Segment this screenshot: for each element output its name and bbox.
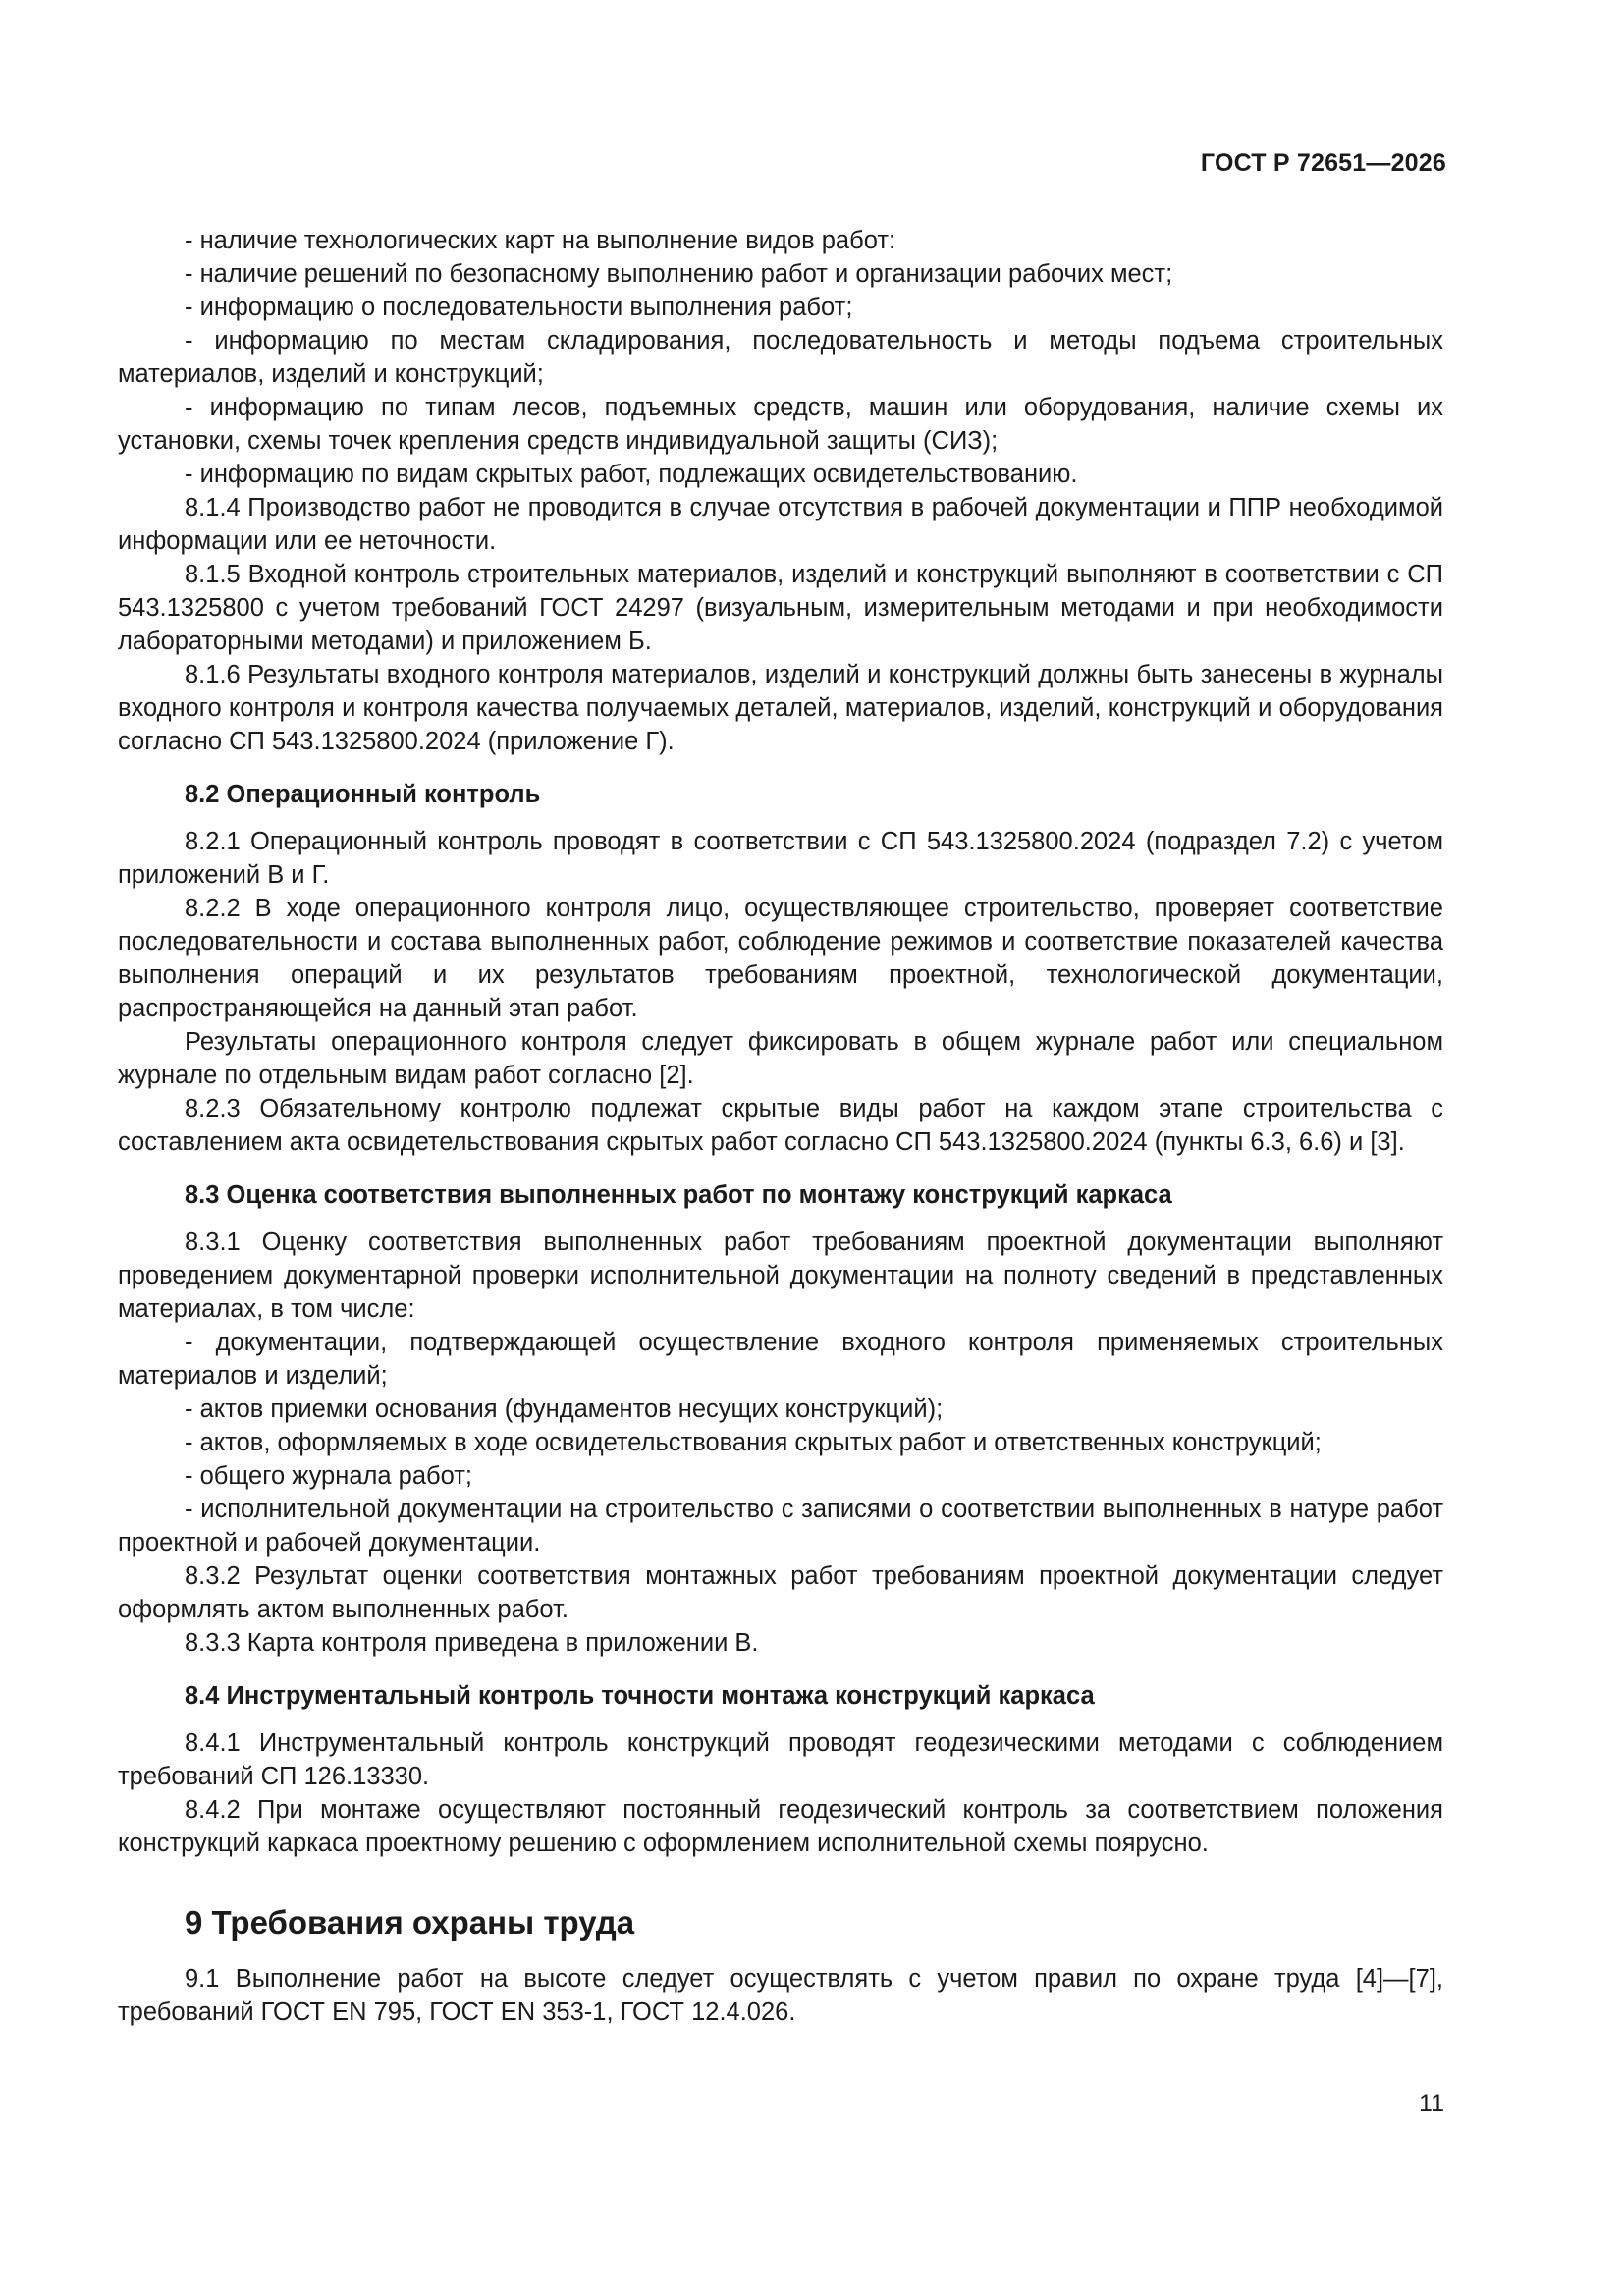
- paragraph-8-1-5: 8.1.5 Входной контроль строительных материалов, изделий и конструкций выполняют в соответствии с СП 543.1325800 с учетом требований ГОСТ 24297 (визуальным, измерительным методами и при необходимости лабораторными методами) и приложением Б.: [118, 561, 1443, 655]
- list-item: - актов приемки основания (фундаментов несущих конструкций);: [185, 1395, 944, 1423]
- paragraph-8-2-1: 8.2.1 Операционный контроль проводят в соответствии с СП 543.1325800.2024 (подраздел 7.2) с учетом приложений В и Г.: [118, 828, 1443, 889]
- list-item: - общего журнала работ;: [185, 1462, 473, 1490]
- paragraph-9-1: 9.1 Выполнение работ на высоте следует осуществлять с учетом правил по охране труда [4]—[7], требований ГОСТ EN 795, ГОСТ EN 353-1, ГОСТ 12.4.026.: [118, 1965, 1443, 2026]
- paragraph-8-1-4: 8.1.4 Производство работ не проводится в случае отсутствия в рабочей документации и ППР необходимой информации или ее неточности.: [118, 494, 1443, 555]
- document-header-id: ГОСТ Р 72651—2026: [1200, 149, 1446, 177]
- section-heading-8-4: 8.4 Инструментальный контроль точности монтажа конструкций каркаса: [185, 1682, 1095, 1710]
- chapter-heading-9: 9 Требования охраны труда: [185, 1904, 635, 1941]
- list-item: - информацию о последовательности выполнения работ;: [185, 294, 853, 321]
- paragraph-8-4-1: 8.4.1 Инструментальный контроль конструкций проводят геодезическими методами с соблюдением требований СП 126.13330.: [118, 1729, 1443, 1790]
- paragraph-8-1-6: 8.1.6 Результаты входного контроля материалов, изделий и конструкций должны быть занесены в журналы входного контроля и контроля качества получаемых деталей, материалов, изделий, конструкций и оборудования согласно СП 543.1325800.2024 (приложение Г).: [118, 661, 1443, 755]
- list-item: - информацию по типам лесов, подъемных средств, машин или оборудования, наличие схемы их установки, схемы точек крепления средств индивидуальной защиты (СИЗ);: [118, 394, 1443, 455]
- paragraph-8-3-3: 8.3.3 Карта контроля приведена в приложении В.: [185, 1629, 759, 1657]
- section-heading-8-3: 8.3 Оценка соответствия выполненных работ по монтажу конструкций каркаса: [185, 1181, 1172, 1209]
- list-item: - документации, подтверждающей осуществление входного контроля применяемых строительных материалов и изделий;: [118, 1329, 1443, 1390]
- list-item: - исполнительной документации на строительство с записями о соответствии выполненных в натуре работ проектной и рабочей документации.: [118, 1496, 1443, 1557]
- paragraph-8-3-2: 8.3.2 Результат оценки соответствия монтажных работ требованиям проектной документации следует оформлять актом выполненных работ.: [118, 1562, 1443, 1623]
- paragraph-8-2-3: 8.2.3 Обязательному контролю подлежат скрытые виды работ на каждом этапе строительства с составлением акта освидетельствования скрытых работ согласно СП 543.1325800.2024 (пункты 6.3, 6.6) и [3].: [118, 1095, 1443, 1156]
- list-item: - наличие технологических карт на выполнение видов работ:: [185, 227, 896, 254]
- document-body: [118, 224, 1443, 2029]
- list-item: - наличие решений по безопасному выполнению работ и организации рабочих мест;: [185, 260, 1173, 288]
- list-item: - информацию по видам скрытых работ, подлежащих освидетельствованию.: [185, 461, 1078, 488]
- list-item: - актов, оформляемых в ходе освидетельствования скрытых работ и ответственных конструкций;: [185, 1429, 1322, 1456]
- list-item: - информацию по местам складирования, последовательность и методы подъема строительных материалов, изделий и конструкций;: [118, 327, 1443, 388]
- section-heading-8-2: 8.2 Операционный контроль: [185, 781, 541, 808]
- paragraph: Результаты операционного контроля следует фиксировать в общем журнале работ или специальном журнале по отдельным видам работ согласно [2].: [118, 1028, 1443, 1089]
- paragraph-8-3-1: 8.3.1 Оценку соответствия выполненных работ требованиям проектной документации выполняют проведением документарной проверки исполнительной документации на полноту сведений в представленных материалах, в том числе:: [118, 1229, 1443, 1323]
- page-number: 11: [1419, 2090, 1444, 2117]
- paragraph-8-4-2: 8.4.2 При монтаже осуществляют постоянный геодезический контроль за соответствием положения конструкций каркаса проектному решению с оформлением исполнительной схемы поярусно.: [118, 1796, 1443, 1857]
- paragraph-8-2-2: 8.2.2 В ходе операционного контроля лицо, осуществляющее строительство, проверяет соответствие последовательности и состава выполненных работ, соблюдение режимов и соответствие показателей качества выполнения операций и их результатов требованиям проектной, технологической документации, распространяющейся на данный этап работ.: [118, 895, 1443, 1022]
